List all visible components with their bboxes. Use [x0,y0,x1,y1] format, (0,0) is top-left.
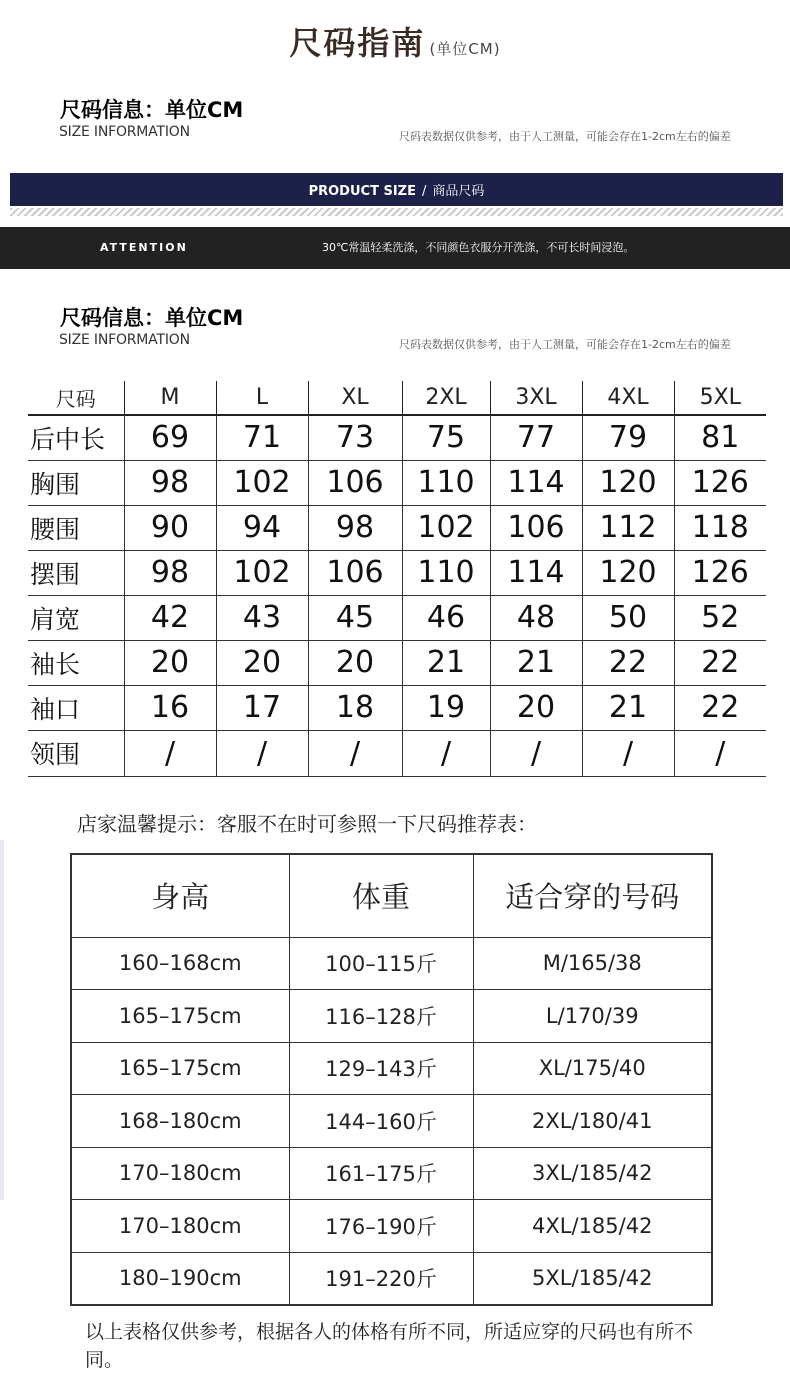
size-info-subtitle: SIZE INFORMATION [59,124,190,140]
table-cell: 16 [124,685,216,730]
size-cell: M/165/38 [473,937,712,990]
table-cell: 114 [490,550,582,595]
edge-marker [0,840,4,1200]
table-row [71,1095,712,1148]
row-label: 领围 [28,730,124,776]
table-cell: 102 [216,550,308,595]
size-column-header: 适合穿的号码 [473,854,712,937]
table-cell: 118 [674,505,766,550]
reference-footnote: 以上表格仅供参考，根据各人的体格有所不同，所适应穿的尺码也有所不同。 [85,1321,694,1371]
table-cell: / [402,730,490,776]
size-column-header: 4XL [582,381,674,415]
weight-cell: 191–220斤 [289,1252,473,1305]
attention-bar [0,227,790,269]
table-row [28,640,766,685]
shop-tip: 店家温馨提示：客服不在时可参照一下尺码推荐表： [77,812,537,836]
size-info-title: 尺码信息：单位CM [60,98,244,122]
table-cell: 21 [490,640,582,685]
table-cell: 46 [402,595,490,640]
table-row [71,990,712,1043]
table-row [28,730,766,776]
measurement-note-2: 尺码表数据仅供参考，由于人工测量，可能会存在1-2cm左右的偏差 [399,338,731,351]
size-info-title-2: 尺码信息：单位CM [60,306,244,330]
table-cell: 126 [674,550,766,595]
table-cell: / [490,730,582,776]
table-cell: 120 [582,550,674,595]
size-table-corner: 尺码 [28,381,124,415]
height-cell: 165–175cm [71,990,289,1043]
table-cell: 126 [674,460,766,505]
table-cell: 69 [124,415,216,460]
row-label: 袖长 [28,640,124,685]
table-cell: 106 [308,550,402,595]
row-label: 胸围 [28,460,124,505]
height-cell: 170–180cm [71,1147,289,1200]
size-column-header: M [124,381,216,415]
row-label: 腰围 [28,505,124,550]
row-label: 后中长 [28,415,124,460]
size-guide-title: 尺码指南 [289,24,426,62]
size-table [28,381,766,777]
product-size-bar [10,173,783,206]
table-row [71,1200,712,1253]
table-cell: 48 [490,595,582,640]
row-label: 肩宽 [28,595,124,640]
size-guide-unit: (单位CM) [429,40,501,58]
table-cell: 106 [308,460,402,505]
size-cell: XL/175/40 [473,1042,712,1095]
table-cell: 110 [402,550,490,595]
table-cell: 106 [490,505,582,550]
recommendation-header-row [71,854,712,937]
table-cell: / [582,730,674,776]
weight-cell: 161–175斤 [289,1147,473,1200]
page-title [0,18,790,64]
row-label: 摆围 [28,550,124,595]
size-cell: L/170/39 [473,990,712,1043]
table-cell: 81 [674,415,766,460]
table-cell: 21 [582,685,674,730]
table-row [28,460,766,505]
table-cell: 94 [216,505,308,550]
product-size-label-cn: 商品尺码 [432,184,485,199]
attention-label: ATTENTION [100,241,188,254]
size-cell: 4XL/185/42 [473,1200,712,1253]
table-cell: 17 [216,685,308,730]
table-cell: 21 [402,640,490,685]
weight-cell: 144–160斤 [289,1095,473,1148]
table-cell: 77 [490,415,582,460]
table-cell: 79 [582,415,674,460]
table-cell: / [216,730,308,776]
washing-instructions: 30℃常温轻柔洗涤，不同颜色衣服分开洗涤，不可长时间浸泡。 [322,241,635,254]
table-cell: 22 [674,640,766,685]
table-cell: 120 [582,460,674,505]
table-cell: / [124,730,216,776]
size-column-header: XL [308,381,402,415]
size-table-header-row [28,381,766,415]
table-cell: 22 [674,685,766,730]
table-cell: 98 [308,505,402,550]
table-cell: 20 [308,640,402,685]
table-cell: 22 [582,640,674,685]
table-row [28,550,766,595]
table-cell: 71 [216,415,308,460]
table-cell: 20 [124,640,216,685]
size-column-header: 2XL [402,381,490,415]
weight-column-header: 体重 [289,854,473,937]
table-cell: 73 [308,415,402,460]
height-cell: 168–180cm [71,1095,289,1148]
weight-cell: 176–190斤 [289,1200,473,1253]
height-column-header: 身高 [71,854,289,937]
table-row [71,1147,712,1200]
table-cell: 110 [402,460,490,505]
table-cell: 98 [124,460,216,505]
size-cell: 3XL/185/42 [473,1147,712,1200]
size-info-subtitle-2: SIZE INFORMATION [59,332,190,348]
weight-cell: 116–128斤 [289,990,473,1043]
table-row [71,937,712,990]
size-cell: 2XL/180/41 [473,1095,712,1148]
table-row [71,1042,712,1095]
table-row [28,685,766,730]
weight-cell: 129–143斤 [289,1042,473,1095]
table-row [28,595,766,640]
size-column-header: 5XL [674,381,766,415]
table-cell: 114 [490,460,582,505]
size-cell: 5XL/185/42 [473,1252,712,1305]
table-row [71,1252,712,1305]
table-cell: 45 [308,595,402,640]
size-column-header: 3XL [490,381,582,415]
table-cell: / [674,730,766,776]
product-size-separator: / [421,184,427,199]
table-cell: 102 [216,460,308,505]
table-cell: 98 [124,550,216,595]
striped-divider [10,208,783,216]
table-cell: 20 [216,640,308,685]
height-cell: 170–180cm [71,1200,289,1253]
size-recommendation-table [70,853,713,1306]
table-cell: 43 [216,595,308,640]
height-cell: 165–175cm [71,1042,289,1095]
table-cell: 20 [490,685,582,730]
table-cell: 50 [582,595,674,640]
table-cell: 102 [402,505,490,550]
table-cell: / [308,730,402,776]
weight-cell: 100–115斤 [289,937,473,990]
height-cell: 180–190cm [71,1252,289,1305]
row-label: 袖口 [28,685,124,730]
measurement-note: 尺码表数据仅供参考，由于人工测量，可能会存在1-2cm左右的偏差 [399,130,731,143]
table-cell: 112 [582,505,674,550]
table-cell: 90 [124,505,216,550]
table-cell: 75 [402,415,490,460]
table-row [28,505,766,550]
table-cell: 42 [124,595,216,640]
product-size-label-en: PRODUCT SIZE [308,184,416,199]
table-row [28,415,766,460]
table-cell: 19 [402,685,490,730]
size-column-header: L [216,381,308,415]
table-cell: 52 [674,595,766,640]
table-cell: 18 [308,685,402,730]
height-cell: 160–168cm [71,937,289,990]
